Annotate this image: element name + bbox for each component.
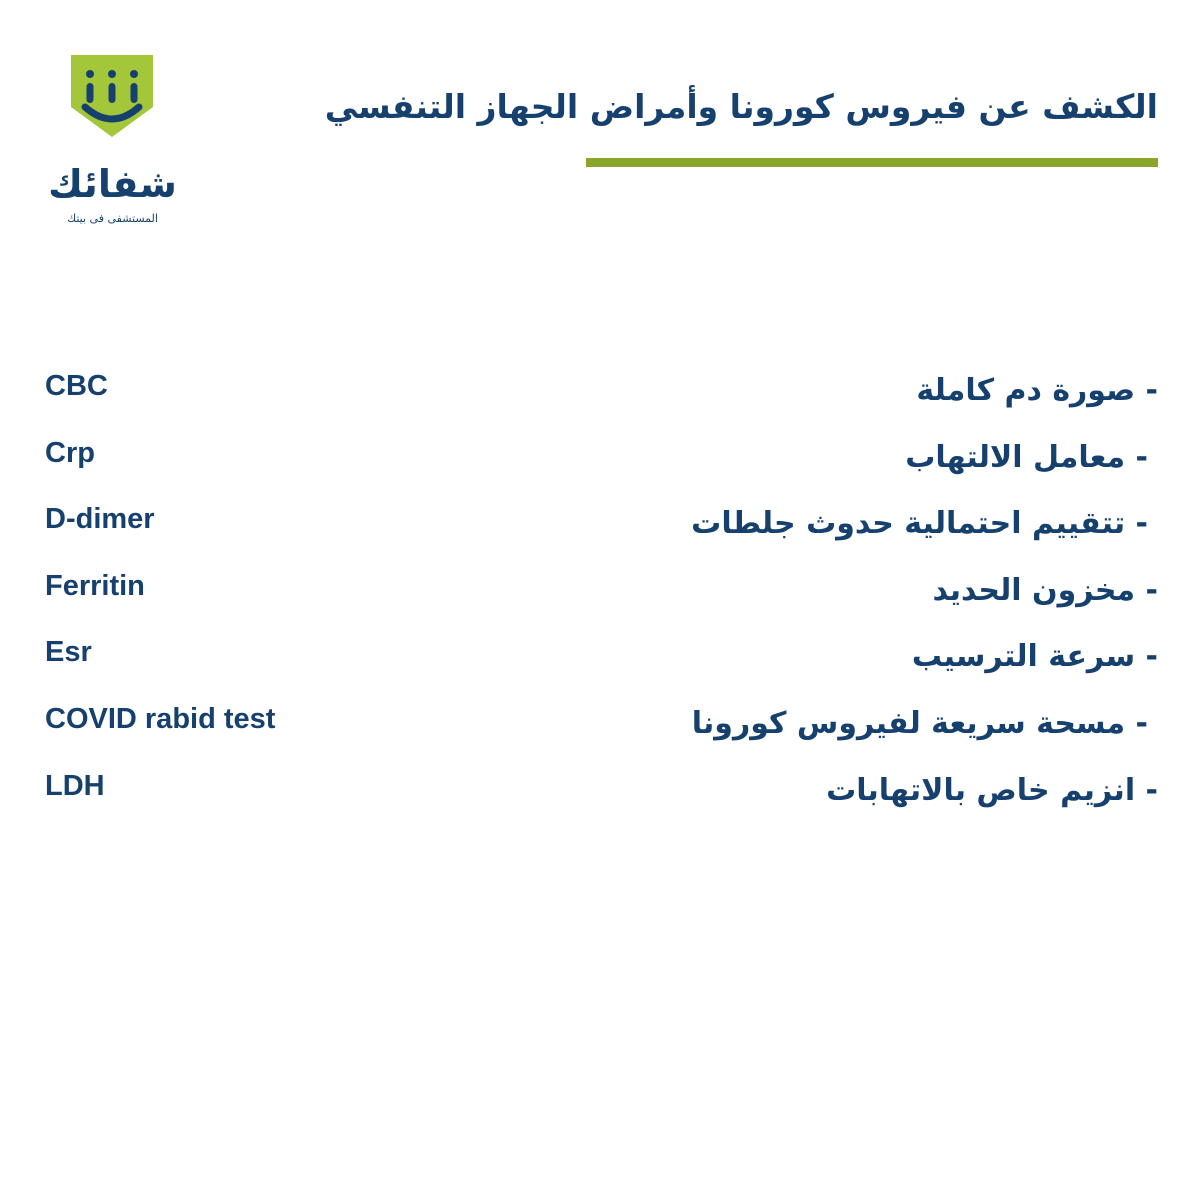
brand-name: شفائك	[48, 162, 177, 206]
test-code: Esr	[45, 636, 92, 668]
test-code: LDH	[45, 770, 105, 802]
test-code: Crp	[45, 437, 95, 469]
test-name: - انزيم خاص بالاتهابات	[826, 773, 1158, 808]
test-row	[0, 760, 1200, 820]
test-name: - معامل الالتهاب	[905, 440, 1148, 475]
test-row	[0, 493, 1200, 553]
test-code: CBC	[45, 370, 108, 402]
brand-logo	[40, 50, 190, 240]
brand-tagline: المستشفى فى بيتك	[67, 212, 158, 225]
test-name: - مسحة سريعة لفيروس كورونا	[691, 706, 1148, 741]
test-code: D-dimer	[45, 503, 155, 535]
test-name: - سرعة الترسيب	[911, 639, 1158, 674]
title-underline	[586, 158, 1158, 167]
test-code: Ferritin	[45, 570, 145, 602]
test-row	[0, 560, 1200, 620]
page-title: الكشف عن فيروس كورونا وأمراض الجهاز التنفسي	[324, 87, 1158, 126]
test-row	[0, 626, 1200, 686]
test-row	[0, 427, 1200, 487]
test-name: - مخزون الحديد	[932, 573, 1158, 608]
test-name: - صورة دم كاملة	[916, 373, 1158, 408]
test-name: - تتقييم احتمالية حدوث جلطات	[691, 506, 1148, 541]
test-row	[0, 693, 1200, 753]
test-code: COVID rabid test	[45, 703, 276, 735]
smiling-shield-icon	[71, 55, 153, 137]
test-row	[0, 360, 1200, 420]
